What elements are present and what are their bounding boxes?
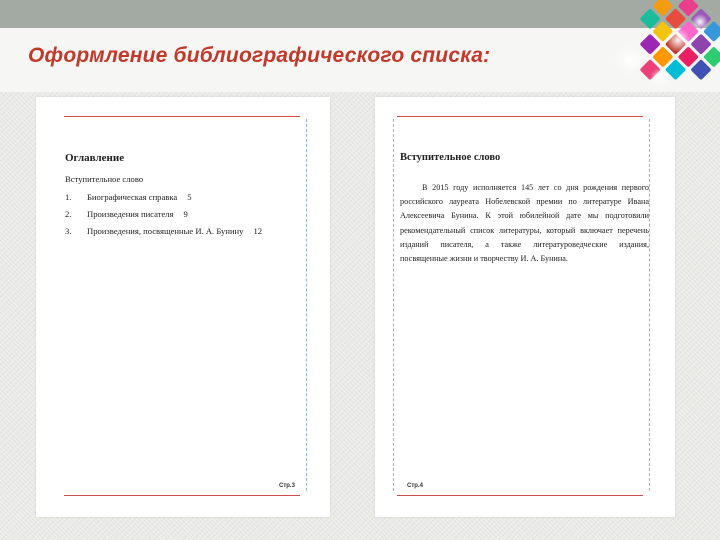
page-top-rule	[64, 116, 300, 117]
page-margin-line	[393, 119, 394, 491]
page-number: Стр.4	[407, 483, 423, 489]
toc-entry-number: 2.	[65, 209, 72, 219]
page-top-rule	[397, 116, 643, 117]
toc-entry-text: Биографическая справка	[87, 192, 178, 202]
toc-entry-number: 1.	[65, 192, 72, 202]
slide-title: Оформление библиографического списка:	[28, 44, 491, 67]
toc-entry-page: 9	[183, 209, 188, 219]
page-margin-line	[649, 119, 650, 491]
toc-heading: Оглавление	[65, 152, 125, 164]
toc-entry-text: Произведения писателя	[87, 209, 174, 219]
page-number: Стр.3	[279, 483, 295, 489]
page-bottom-rule	[64, 495, 300, 496]
page-bottom-rule	[397, 495, 643, 496]
intro-paragraph: В 2015 году исполняется 145 лет со дня рождения первого российского лауреата Нобелевской премии по литературе Ивана Алексеевича Бунина. К этой юбилейной дате мы подготовили рекомендательный список литературы, который включает перечень изданий писателя, а также литературоведческие издания, посвященные жизни и творчеству И. А. Бунина.	[400, 183, 649, 264]
toc-entry	[65, 192, 192, 202]
toc-entry-number: 3.	[65, 226, 72, 236]
page-margin-line	[306, 119, 307, 491]
page-table-of-contents	[36, 97, 330, 517]
toc-entry	[65, 226, 262, 236]
toc-intro-line: Вступительное слово	[65, 174, 144, 184]
intro-heading: Вступительное слово	[400, 152, 501, 163]
toc-entry-text: Произведения, посвященные И. А. Бунину	[87, 226, 244, 236]
toc-entry	[65, 209, 188, 219]
page-introduction	[375, 97, 675, 517]
toc-entry-page: 12	[253, 226, 263, 236]
toc-entry-page: 5	[187, 192, 192, 202]
